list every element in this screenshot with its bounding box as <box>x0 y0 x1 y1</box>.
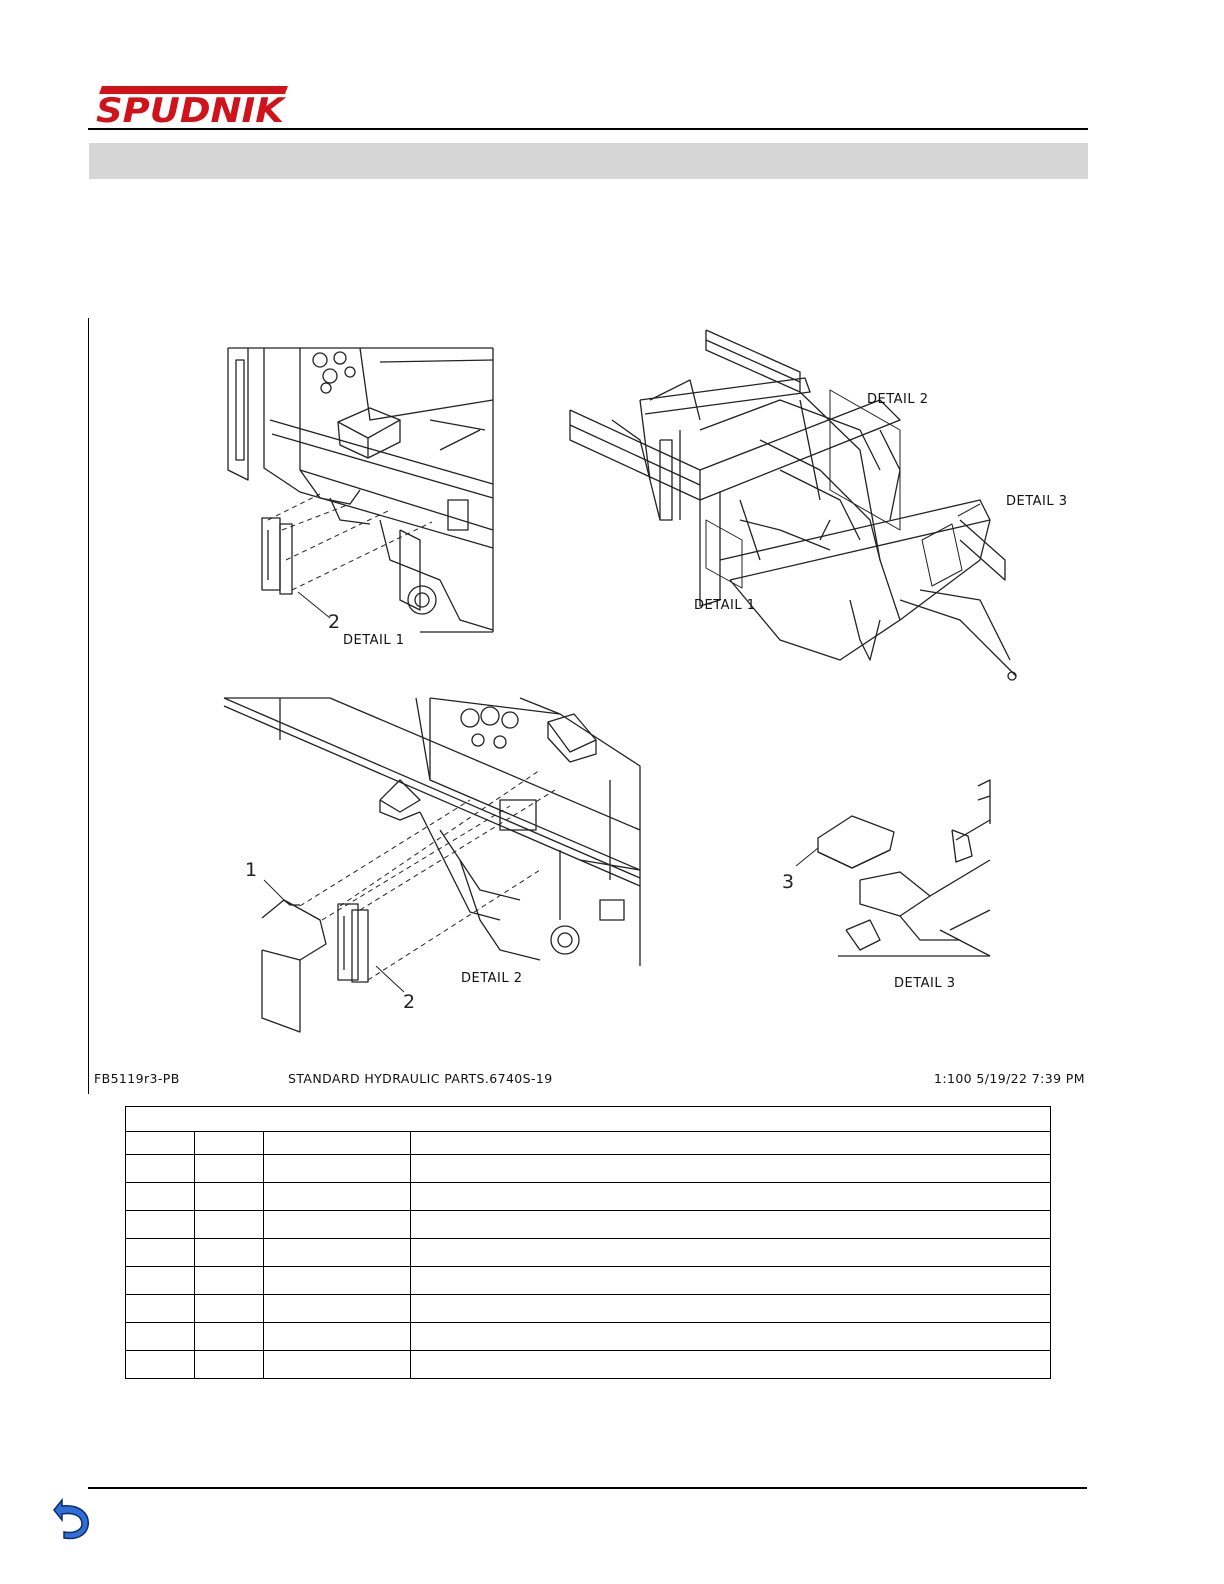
cell <box>126 1239 195 1267</box>
cell <box>411 1295 1051 1323</box>
drawing-scale-date: 1:100 5/19/22 7:39 PM <box>934 1071 1085 1086</box>
drawing-code: FB5119r3-PB <box>94 1071 180 1086</box>
table-row <box>126 1267 1051 1295</box>
cell <box>195 1295 264 1323</box>
cell <box>126 1155 195 1183</box>
parts-table <box>125 1106 1051 1379</box>
main-frame-illustration <box>570 330 1016 680</box>
cell <box>411 1211 1051 1239</box>
cell <box>195 1183 264 1211</box>
cell <box>411 1155 1051 1183</box>
cell <box>264 1155 411 1183</box>
table-row <box>126 1211 1051 1239</box>
cell <box>195 1211 264 1239</box>
header-cell <box>195 1132 264 1155</box>
table-row <box>126 1351 1051 1379</box>
cell <box>411 1267 1051 1295</box>
cell <box>195 1267 264 1295</box>
cell <box>411 1183 1051 1211</box>
table-caption-row <box>126 1107 1051 1132</box>
cell <box>264 1323 411 1351</box>
cell <box>264 1183 411 1211</box>
label-detail2-inset: DETAIL 2 <box>461 971 523 986</box>
cell <box>264 1239 411 1267</box>
cell <box>126 1323 195 1351</box>
callout-1-detail2: 1 <box>245 859 258 881</box>
cell <box>411 1323 1051 1351</box>
part1-fender <box>262 900 326 1032</box>
table-row <box>126 1323 1051 1351</box>
logo-text: SPUDNIK <box>96 91 287 128</box>
callout-2-detail2: 2 <box>403 991 416 1013</box>
header-cell <box>264 1132 411 1155</box>
cell <box>264 1351 411 1379</box>
cell <box>126 1211 195 1239</box>
label-detail1-main: DETAIL 1 <box>694 598 756 613</box>
part2-bracket <box>338 904 368 982</box>
cell <box>411 1351 1051 1379</box>
cell <box>195 1323 264 1351</box>
label-detail3-main: DETAIL 3 <box>1006 494 1068 509</box>
cell <box>126 1267 195 1295</box>
cell <box>195 1155 264 1183</box>
back-arrow-icon[interactable] <box>52 1492 90 1542</box>
label-detail2-main: DETAIL 2 <box>867 392 929 407</box>
drawing-title: STANDARD HYDRAULIC PARTS.6740S-19 <box>288 1071 553 1086</box>
table-row <box>126 1183 1051 1211</box>
header-cell <box>411 1132 1051 1155</box>
detail2-inset-illustration <box>224 698 640 966</box>
table-row <box>126 1155 1051 1183</box>
table-row <box>126 1295 1051 1323</box>
cell <box>195 1351 264 1379</box>
table-caption <box>126 1107 1051 1132</box>
cell <box>411 1239 1051 1267</box>
cell <box>126 1351 195 1379</box>
detail3-inset-illustration <box>818 780 990 956</box>
cell <box>264 1211 411 1239</box>
detail1-inset-illustration <box>228 348 493 632</box>
footer-rule <box>88 1487 1087 1489</box>
cell <box>126 1183 195 1211</box>
cell <box>126 1295 195 1323</box>
cell <box>264 1267 411 1295</box>
callout-3-detail3: 3 <box>782 871 795 893</box>
callout-2-detail1: 2 <box>328 611 341 633</box>
cell <box>264 1295 411 1323</box>
header-cell <box>126 1132 195 1155</box>
label-detail3-inset: DETAIL 3 <box>894 976 956 991</box>
table-header-row <box>126 1132 1051 1155</box>
cell <box>195 1239 264 1267</box>
label-detail1-inset: DETAIL 1 <box>343 633 405 648</box>
table-row <box>126 1239 1051 1267</box>
